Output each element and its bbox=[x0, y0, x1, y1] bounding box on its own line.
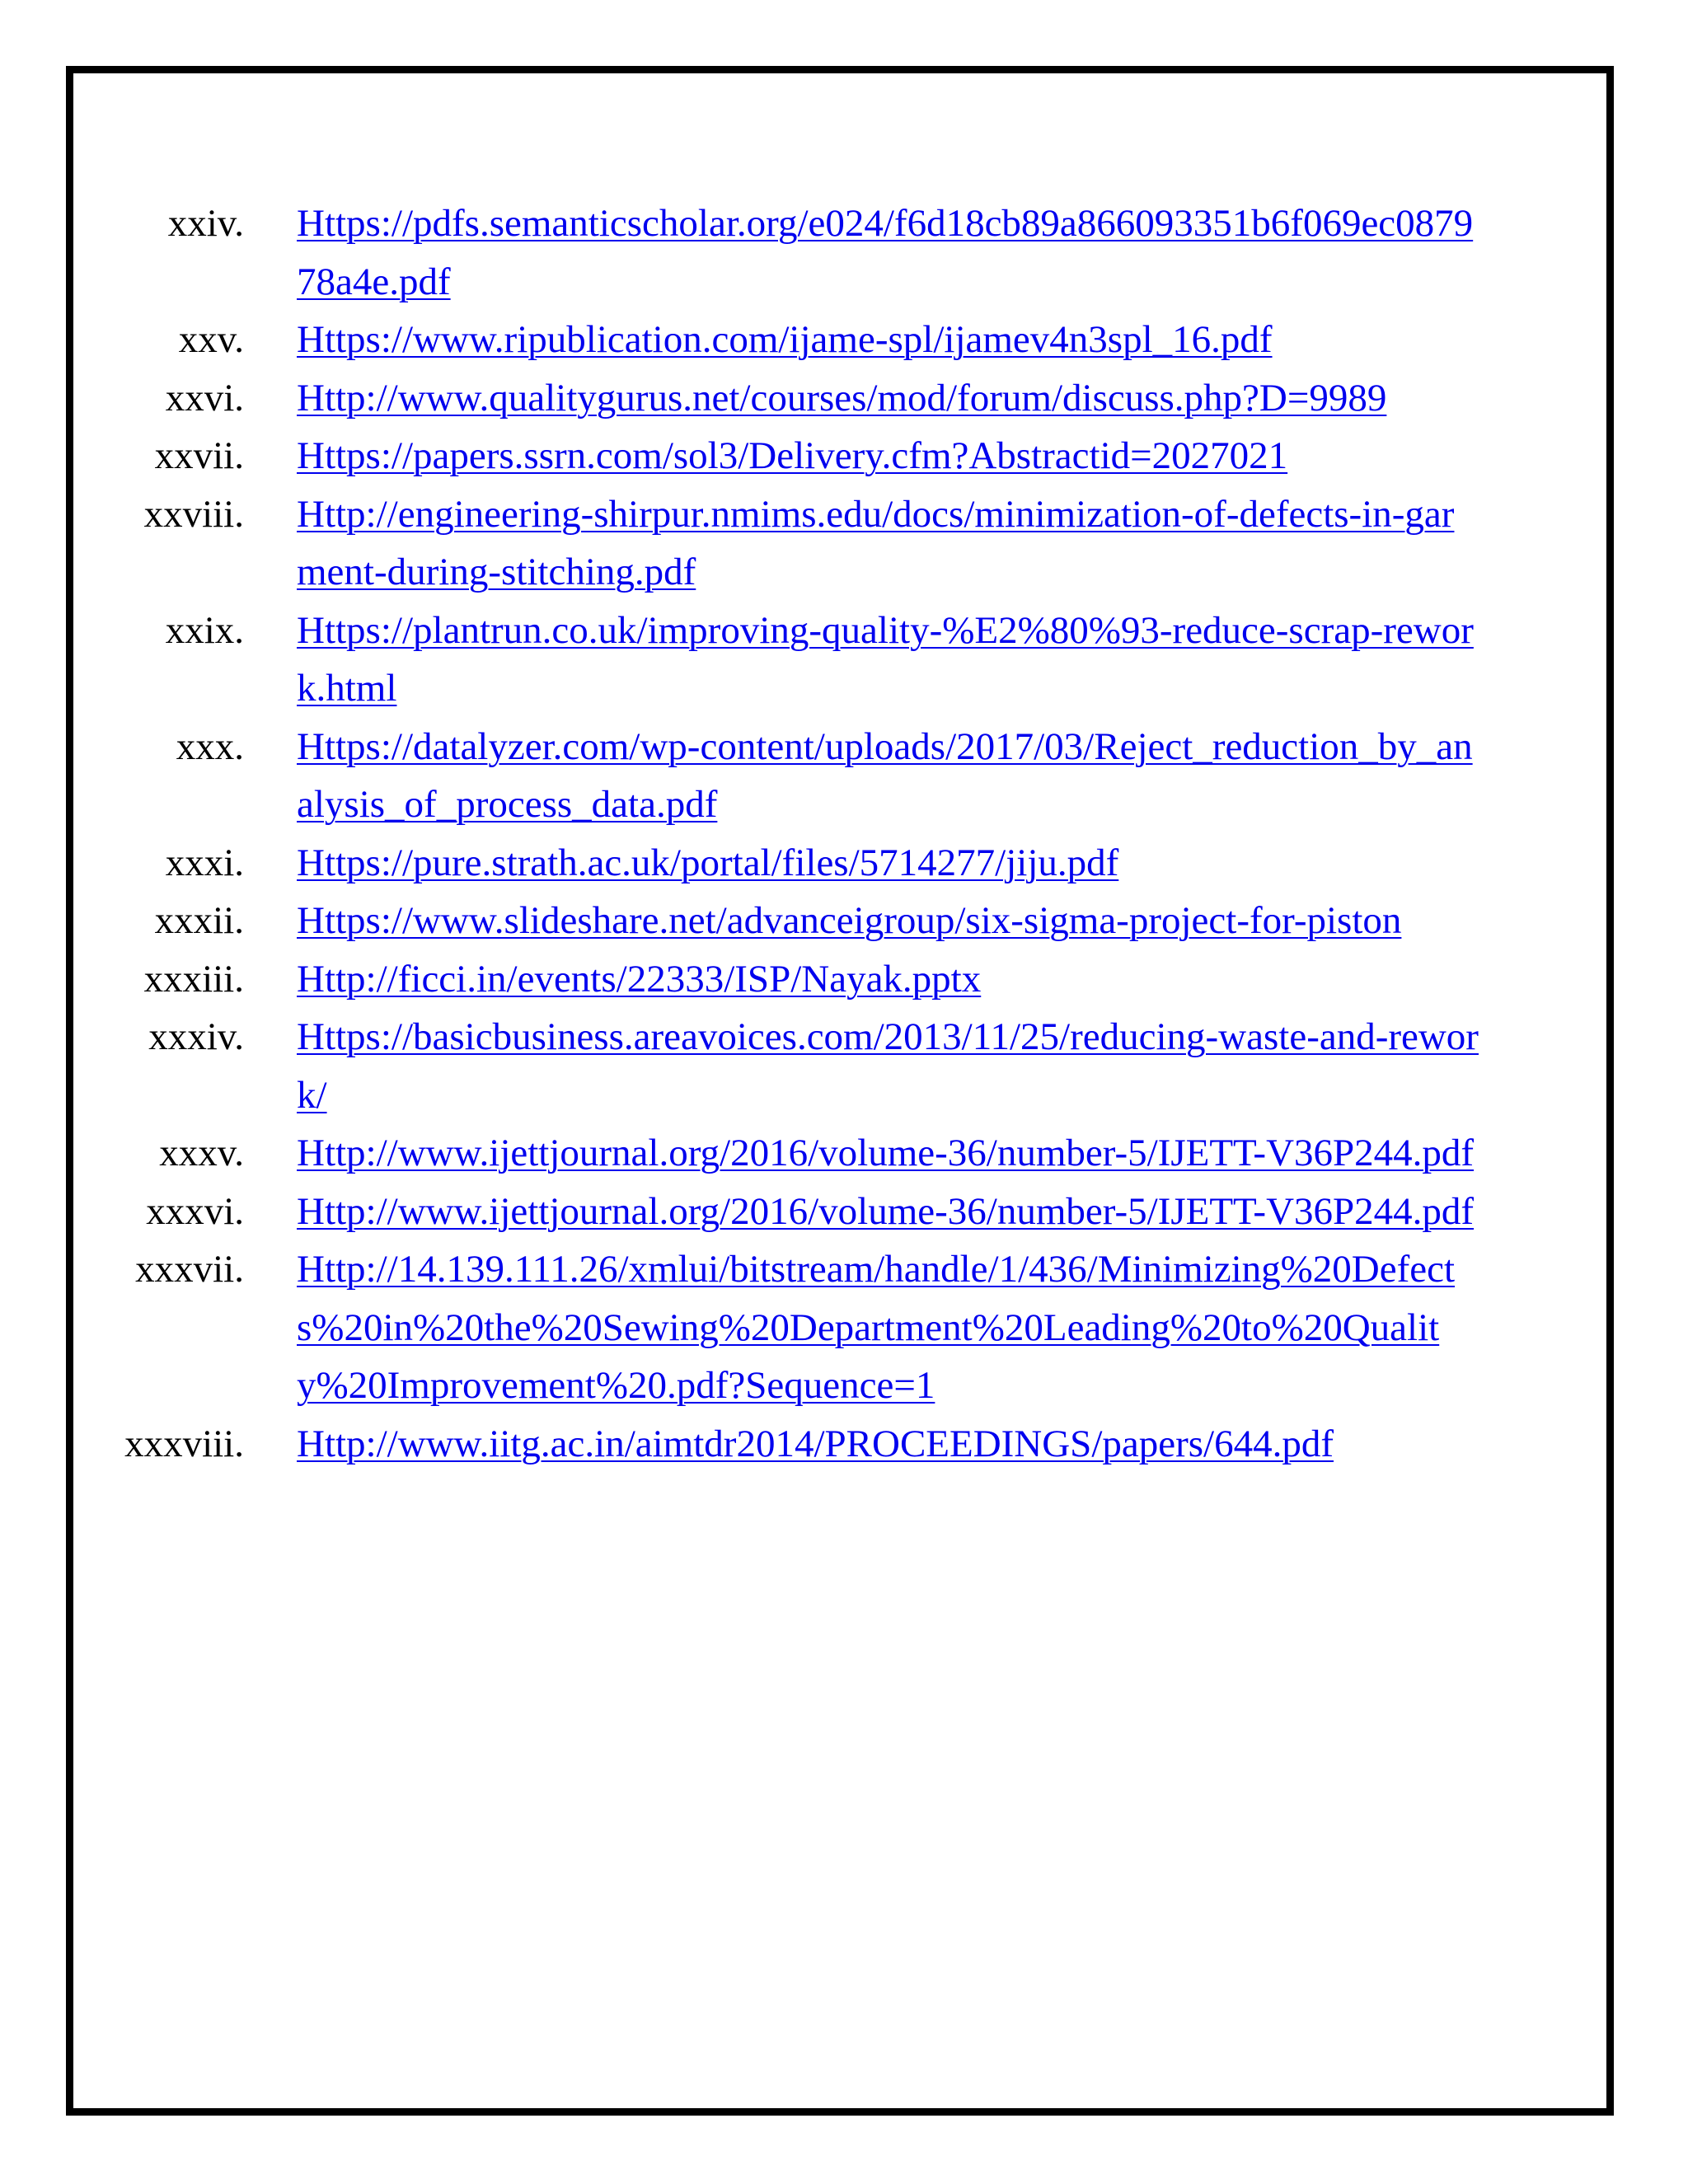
reference-number: xxx. bbox=[176, 724, 244, 768]
reference-link[interactable]: Http://ficci.in/events/22333/ISP/Nayak.pptx bbox=[297, 957, 982, 1001]
reference-item bbox=[99, 311, 1484, 369]
reference-item bbox=[99, 1183, 1484, 1241]
reference-number: xxv. bbox=[178, 318, 244, 361]
reference-item bbox=[99, 485, 1484, 602]
reference-number: xxxi. bbox=[165, 841, 244, 884]
reference-number: xxiv. bbox=[167, 202, 244, 245]
reference-link[interactable]: Http://14.139.111.26/xmlui/bitstream/handle/1/436/Minimizing%20Defects%20in%20the%20Sewing%20Department%20Leading%20to%20Quality%20Improvement%20.pdf?Sequence=1 bbox=[297, 1248, 1456, 1407]
reference-link[interactable]: Https://datalyzer.com/wp-content/uploads/2017/03/Reject_reduction_by_analysis_of_process_data.pdf bbox=[297, 724, 1473, 826]
reference-number: xxxviii. bbox=[124, 1422, 244, 1465]
reference-link[interactable]: Https://www.slideshare.net/advanceigroup/six-sigma-project-for-piston bbox=[297, 899, 1402, 942]
reference-link[interactable]: Https://www.ripublication.com/ijame-spl/ijamev4n3spl_16.pdf bbox=[297, 318, 1273, 361]
reference-item bbox=[99, 1415, 1484, 1474]
reference-number: xxviii. bbox=[143, 492, 244, 536]
reference-link[interactable]: Http://www.ijettjournal.org/2016/volume-36/number-5/IJETT-V36P244.pdf bbox=[297, 1132, 1475, 1174]
reference-link[interactable]: Http://www.iitg.ac.in/aimtdr2014/PROCEEDINGS/papers/644.pdf bbox=[297, 1422, 1334, 1465]
reference-list bbox=[99, 194, 1484, 1473]
reference-link[interactable]: Http://www.ijettjournal.org/2016/volume-36/number-5/IJETT-V36P244.pdf bbox=[297, 1189, 1475, 1233]
reference-item bbox=[99, 602, 1484, 718]
reference-number: xxxiv. bbox=[148, 1015, 244, 1058]
reference-number: xxxvi. bbox=[146, 1189, 244, 1233]
reference-number: xxxii. bbox=[154, 899, 244, 942]
reference-link[interactable]: Https://pdfs.semanticscholar.org/e024/f6d18cb89a866093351b6f069ec087978a4e.pdf bbox=[297, 202, 1474, 303]
reference-link[interactable]: Https://plantrun.co.uk/improving-quality-%E2%80%93-reduce-scrap-rework.html bbox=[297, 608, 1474, 710]
reference-item bbox=[99, 427, 1484, 485]
reference-item bbox=[99, 1124, 1484, 1183]
reference-item bbox=[99, 718, 1484, 834]
reference-item bbox=[99, 1008, 1484, 1124]
reference-link[interactable]: Https://papers.ssrn.com/sol3/Delivery.cfm?Abstractid=2027021 bbox=[297, 434, 1288, 477]
reference-item bbox=[99, 834, 1484, 893]
reference-item bbox=[99, 1240, 1484, 1415]
reference-number: xxxvii. bbox=[135, 1248, 244, 1291]
reference-number: xxix. bbox=[165, 608, 244, 652]
reference-link[interactable]: Https://basicbusiness.areavoices.com/2013/11/25/reducing-waste-and-rework/ bbox=[297, 1015, 1479, 1117]
reference-link[interactable]: Https://pure.strath.ac.uk/portal/files/5714277/jiju.pdf bbox=[297, 841, 1119, 884]
reference-item bbox=[99, 369, 1484, 428]
reference-item bbox=[99, 892, 1484, 950]
reference-item bbox=[99, 194, 1484, 311]
reference-number: xxvi. bbox=[165, 376, 244, 419]
reference-link[interactable]: Http://engineering-shirpur.nmims.edu/docs/minimization-of-defects-in-garment-during-stitching.pdf bbox=[297, 492, 1455, 593]
reference-link[interactable]: Http://www.qualitygurus.net/courses/mod/forum/discuss.php?D=9989 bbox=[297, 376, 1387, 419]
reference-item bbox=[99, 950, 1484, 1009]
reference-number: xxxiii. bbox=[143, 957, 244, 1001]
reference-number: xxxv. bbox=[159, 1132, 244, 1174]
reference-number: xxvii. bbox=[154, 434, 244, 477]
